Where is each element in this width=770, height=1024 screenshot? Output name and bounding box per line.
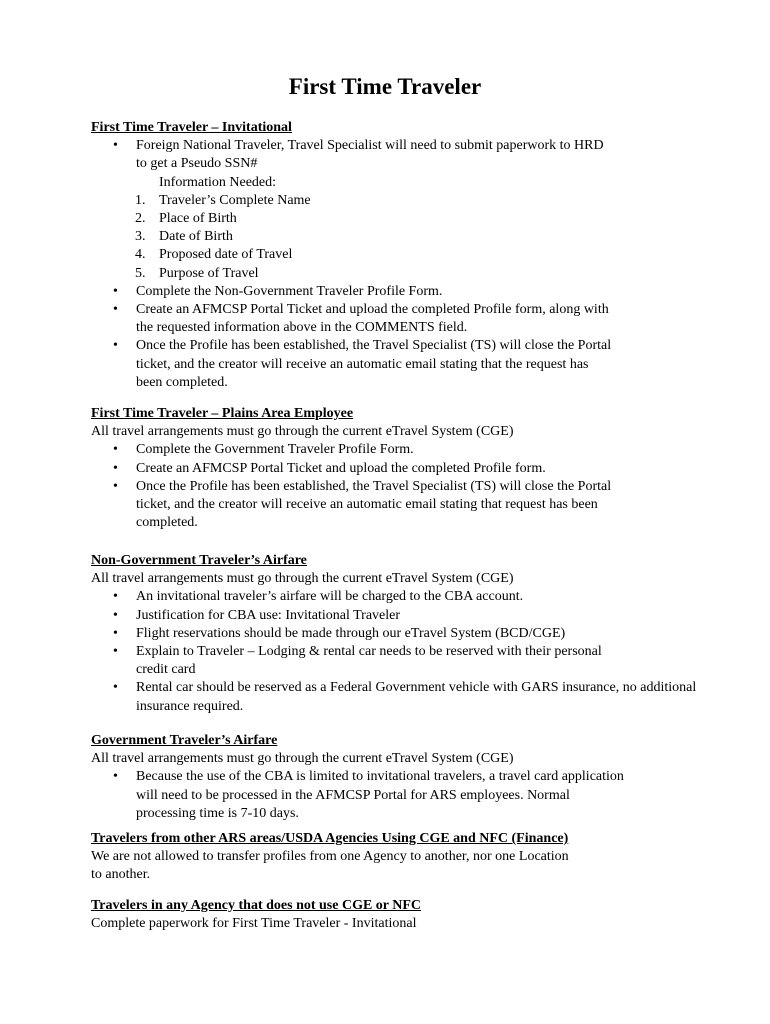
list-item [91,283,730,301]
line: Because the use of the CBA is limited to invitational travelers, a travel card application [136,769,624,785]
section-intro: All travel arrangements must go through the current eTravel System (CGE) [91,424,514,440]
list-item [91,265,730,283]
line: insurance required. [136,698,244,714]
page-title: First Time Traveler [288,74,482,99]
line: the requested information above in the COMMENTS field. [136,320,468,336]
bullet-glyph: • [113,460,118,476]
section-intro: All travel arrangements must go through the current eTravel System (CGE) [91,571,514,587]
item-text: Purpose of Travel [159,265,259,281]
item-text: Date of Birth [159,229,233,245]
item-text: Traveler’s Complete Name [159,192,311,208]
list-item [91,301,730,337]
item-number: 3. [135,229,146,245]
item-number: 5. [135,265,146,281]
list-item [91,228,730,246]
bullet-glyph: • [113,644,118,660]
section-heading: Travelers from other ARS areas/USDA Agencies Using CGE and NFC (Finance) [91,831,569,846]
section-line: Complete paperwork for First Time Traveler - Invitational [91,916,417,932]
section-other-ars [91,830,730,885]
line: processing time is 7-10 days. [136,805,299,821]
item-text: Proposed date of Travel [159,247,293,263]
numbered-list [91,192,730,283]
line: Flight reservations should be made through our eTravel System (BCD/CGE) [136,625,566,641]
list-item [91,210,730,228]
bullet-glyph: • [113,138,118,154]
bullet-list [91,588,730,715]
line: ticket, and the creator will receive an automatic email stating that the request has [136,356,589,372]
line: will need to be processed in the AFMCSP Portal for ARS employees. Normal [136,787,570,803]
section-heading: First Time Traveler – Invitational [91,120,292,135]
bullet-glyph: • [113,283,118,299]
bullet-glyph: • [113,442,118,458]
bullet-glyph: • [113,302,118,318]
section-line: We are not allowed to transfer profiles from one Agency to another, nor one Location [91,849,569,865]
item-number: 2. [135,211,146,227]
section-intro: All travel arrangements must go through the current eTravel System (CGE) [91,751,514,767]
list-item [91,643,730,679]
line: Foreign National Traveler, Travel Specialist will need to submit paperwork to HRD [136,138,604,154]
section-invitational [91,119,730,392]
section-heading: Travelers in any Agency that does not use CGE or NFC [91,898,422,913]
line: credit card [136,662,196,678]
line: Justification for CBA use: Invitational Traveler [136,607,401,623]
list-item [91,337,730,392]
bullet-glyph: • [113,625,118,641]
line: Once the Profile has been established, the Travel Specialist (TS) will close the Portal [136,338,612,354]
list-item [91,192,730,210]
item-text: Place of Birth [159,211,237,227]
bullet-glyph: • [113,680,118,696]
item-number: 1. [135,192,146,208]
bullet-glyph: • [113,769,118,785]
line: to get a Pseudo SSN# [136,156,258,172]
list-item [91,478,730,533]
bullet-glyph: • [113,478,118,494]
line: Complete the Government Traveler Profile Form. [136,442,414,458]
line: ticket, and the creator will receive an automatic email stating that request has been [136,497,598,513]
list-item [91,137,730,173]
list-item [91,441,730,459]
list-item [91,768,730,823]
bullet-list [91,768,730,823]
bullet-glyph: • [113,607,118,623]
line: Create an AFMCSP Portal Ticket and upload the completed Profile form. [136,460,546,476]
list-item [91,607,730,625]
section-gov-airfare [91,732,730,823]
bullet-list [91,441,730,532]
line: Explain to Traveler – Lodging & rental car needs to be reserved with their personal [136,644,602,660]
info-needed-label: Information Needed: [159,174,277,190]
line: been completed. [136,374,228,390]
line: completed. [136,515,198,531]
list-item [91,679,730,715]
line: Once the Profile has been established, the Travel Specialist (TS) will close the Portal [136,478,612,494]
bullet-glyph: • [113,338,118,354]
section-heading: Non-Government Traveler’s Airfare [91,553,307,568]
section-heading: Government Traveler’s Airfare [91,733,278,748]
item-number: 4. [135,247,146,263]
section-no-cge [91,897,730,933]
list-item [91,246,730,264]
bullet-glyph: • [113,589,118,605]
bullet-list [91,137,730,173]
section-nongov-airfare [91,552,730,716]
section-heading: First Time Traveler – Plains Area Employee [91,406,354,421]
section-plains-area [91,405,730,532]
bullet-list [91,283,730,392]
list-item [91,460,730,478]
line: Create an AFMCSP Portal Ticket and upload the completed Profile form, along with [136,302,609,318]
section-line: to another. [91,867,151,883]
line: Rental car should be reserved as a Federal Government vehicle with GARS insurance, no additional [136,680,697,696]
line: An invitational traveler’s airfare will be charged to the CBA account. [136,589,524,605]
list-item [91,588,730,606]
line: Complete the Non-Government Traveler Profile Form. [136,283,443,299]
list-item [91,625,730,643]
